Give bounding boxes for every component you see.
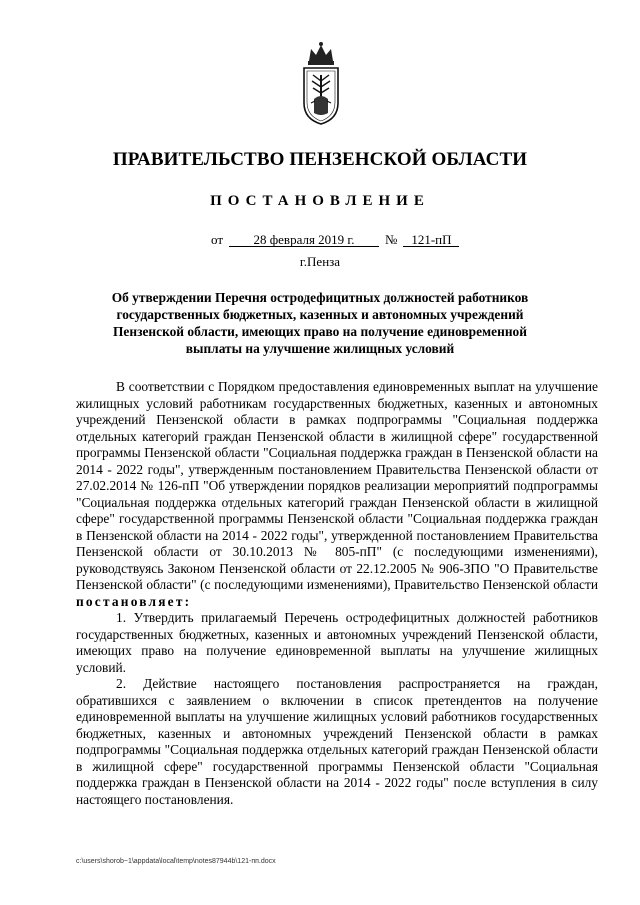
item-2-paragraph: 2. Действие настоящего постановления распространяется на граждан, обратившихся с заявлением о включении в список претендентов на получение единовременной выплаты на улучшение жилищных условий работников государственных бюджетных, казенных и автономных учреждений Пензенской области в рамках подпрограммы "Социальная поддержка отдельных категорий граждан Пензенской области в жилищной сфере" государственной программы Пензенской области "Социальная поддержка граждан в Пензенской области на 2014 - 2022 годы" после вступления в силу настоящего постановления. (76, 676, 598, 807)
date-prefix: от (211, 232, 224, 247)
item-1-paragraph: 1. Утвердить прилагаемый Перечень остродефицитных должностей работников государственных бюджетных, казенных и автономных учреждений Пензенской области, имеющих право на получение единовременной выплаты на улучшение жилищных условий. (76, 610, 598, 675)
resolves-keyword: постановляет: (76, 593, 192, 609)
city: г.Пенза (299, 254, 341, 269)
document-type: ПОСТАНОВЛЕНИЕ (210, 193, 430, 209)
document-subject: Об утверждении Перечня остродефицитных должностей работников государственных бюджетных, казенных и автономных учреждений Пензенской области, имеющих право на получение единовременной выплаты на улучшение жилищных условий (111, 290, 529, 356)
intro-text: В соответствии с Порядком предоставления единовременных выплат на улучшение жилищных условий работникам государственных бюджетных, казенных и автономных учреждений Пензенской области в рамках подпрограммы "Социальная поддержка отдельных категорий граждан Пензенской области в жилищной сфере" государственной программы Пензенской области "Социальная поддержка граждан в Пензенской области на 2014 - 2022 годы", утвержденным постановлением Правительства Пензенской области от 27.02.2014 № 126-пП "Об утверждении порядков реализации мероприятий подпрограммы "Социальная поддержка отдельных категорий граждан Пензенской области в жилищной сфере" государственной программы Пензенской области "Социальная поддержка граждан в Пензенской области на 2014 - 2022 годы", утвержденной постановлением Правительства Пензенской области от 30.10.2013 № 805-пП" (с последующими изменениями), руководствуясь Законом Пензенской области от 22.12.2005 № 906-ЗПО "О Правительстве Пензенской области" (с последующими изменениями), Правительство Пензенской области (76, 379, 598, 592)
date-number-line (211, 232, 459, 248)
number-prefix: № (385, 232, 398, 247)
document-date: 28 февраля 2019 г. (229, 233, 379, 247)
document-body (76, 379, 598, 808)
document-number: 121-пП (403, 233, 459, 247)
file-path-footer: c:\users\shorob~1\appdata\local\temp\notes87944b\121-пп.docx (76, 858, 276, 865)
government-title: ПРАВИТЕЛЬСТВО ПЕНЗЕНСКОЙ ОБЛАСТИ (112, 149, 528, 170)
intro-paragraph (76, 379, 598, 610)
penza-coat-of-arms-icon (301, 41, 341, 125)
